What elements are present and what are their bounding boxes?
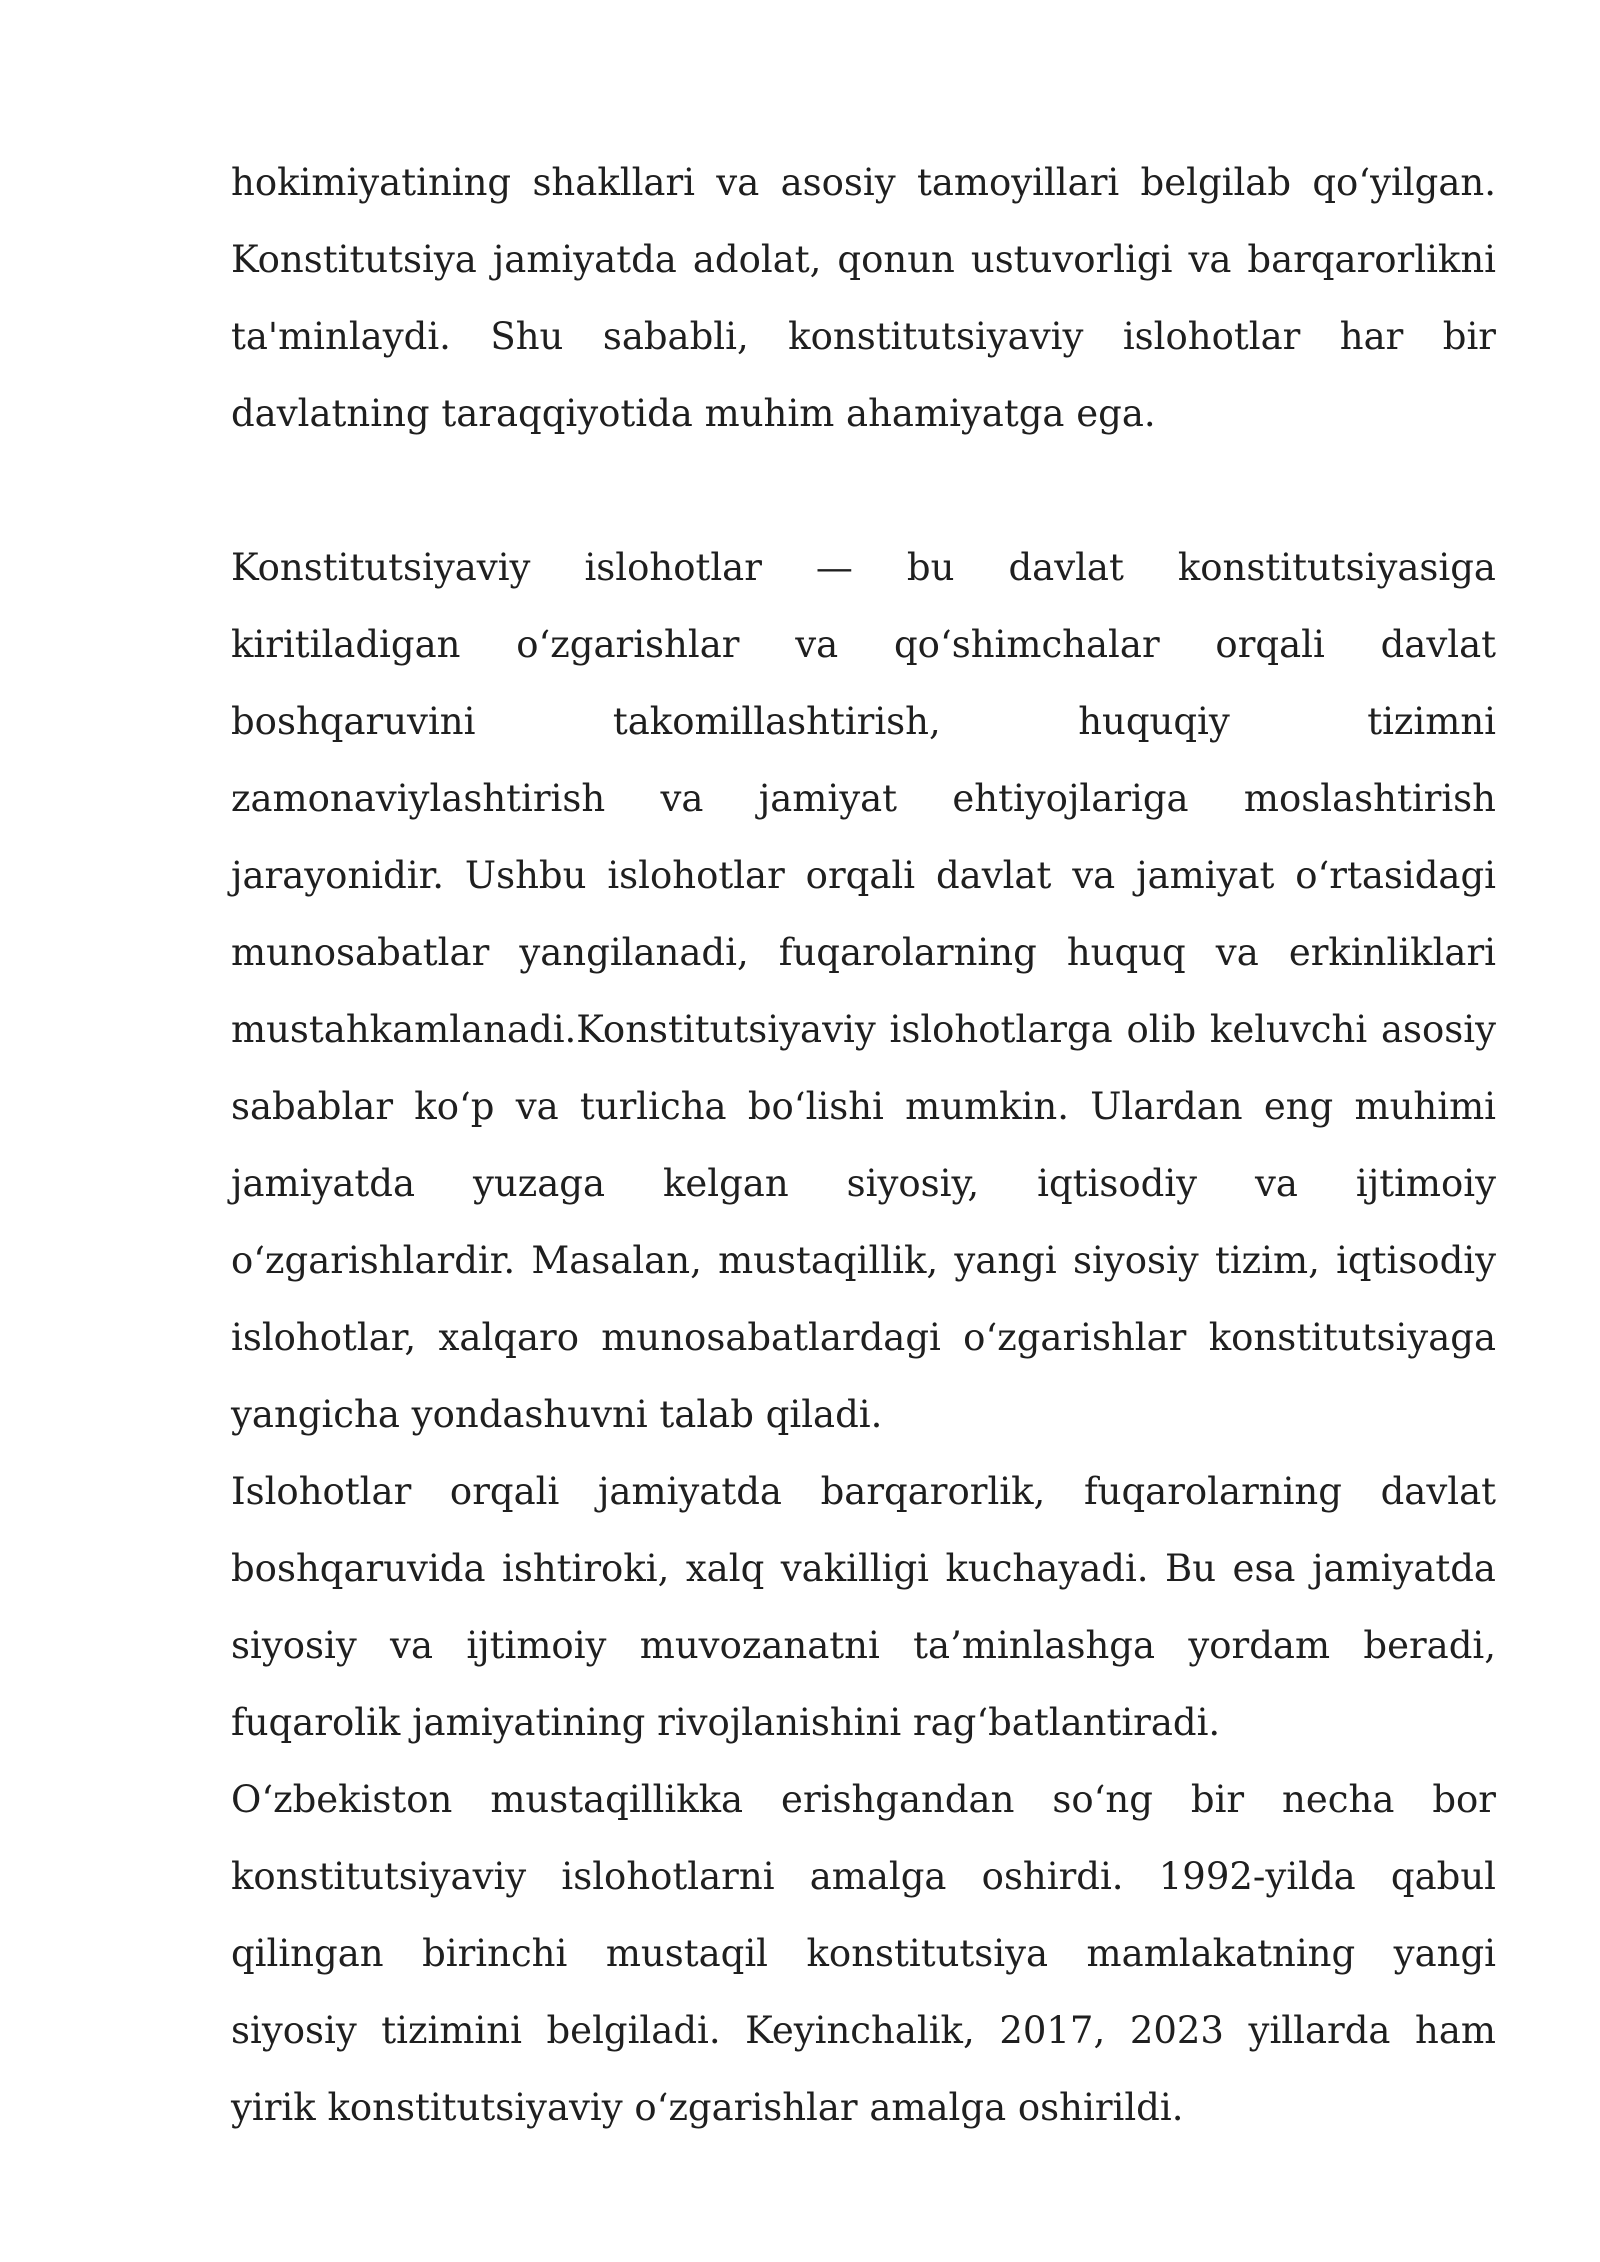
document-body bbox=[231, 144, 1496, 2146]
paragraph-3: Islohotlar orqali jamiyatda barqarorlik, fuqarolarning davlat boshqaruvida ishtiroki, xalq vakilligi kuchayadi. Bu esa jamiyatda siyosiy va ijtimoiy muvozanatni ta’minlashga yordam beradi, fuqarolik jamiyatining rivojlanishini rag‘batlantiradi. bbox=[231, 1470, 1496, 1744]
paragraph-4: O‘zbekiston mustaqillikka erishgandan so‘ng bir necha bor konstitutsiyaviy islohotlarni amalga oshirdi. 1992-yilda qabul qilingan birinchi mustaqil konstitutsiya mamlakatning yangi siyosiy tizimini belgiladi. Keyinchalik, 2017, 2023 yillarda ham yirik konstitutsiyaviy o‘zgarishlar amalga oshirildi. bbox=[231, 1778, 1496, 2129]
paragraph-1: hokimiyatining shakllari va asosiy tamoyillari belgilab qo‘yilgan. Konstitutsiya jamiyatda adolat, qonun ustuvorligi va barqarorlikni ta'minlaydi. Shu sababli, konstitutsiyaviy islohotlar har bir davlatning taraqqiyotida muhim ahamiyatga ega. bbox=[231, 161, 1496, 435]
paragraph-2: Konstitutsiyaviy islohotlar — bu davlat konstitutsiyasiga kiritiladigan o‘zgarishlar va qo‘shimchalar orqali davlat boshqaruvini takomillashtirish, huquqiy tizimni zamonaviylashtirish va jamiyat ehtiyojlariga moslashtirish jarayonidir. Ushbu islohotlar orqali davlat va jamiyat o‘rtasidagi munosabatlar yangilanadi, fuqarolarning huquq va erkinliklari mustahkamlanadi.Konstitutsiyaviy islohotlarga olib keluvchi asosiy sabablar ko‘p va turlicha bo‘lishi mumkin. Ulardan eng muhimi jamiyatda yuzaga kelgan siyosiy, iqtisodiy va ijtimoiy o‘zgarishlardir. Masalan, mustaqillik, yangi siyosiy tizim, iqtisodiy islohotlar, xalqaro munosabatlardagi o‘zgarishlar konstitutsiyaga yangicha yondashuvni talab qiladi. bbox=[231, 546, 1496, 1436]
